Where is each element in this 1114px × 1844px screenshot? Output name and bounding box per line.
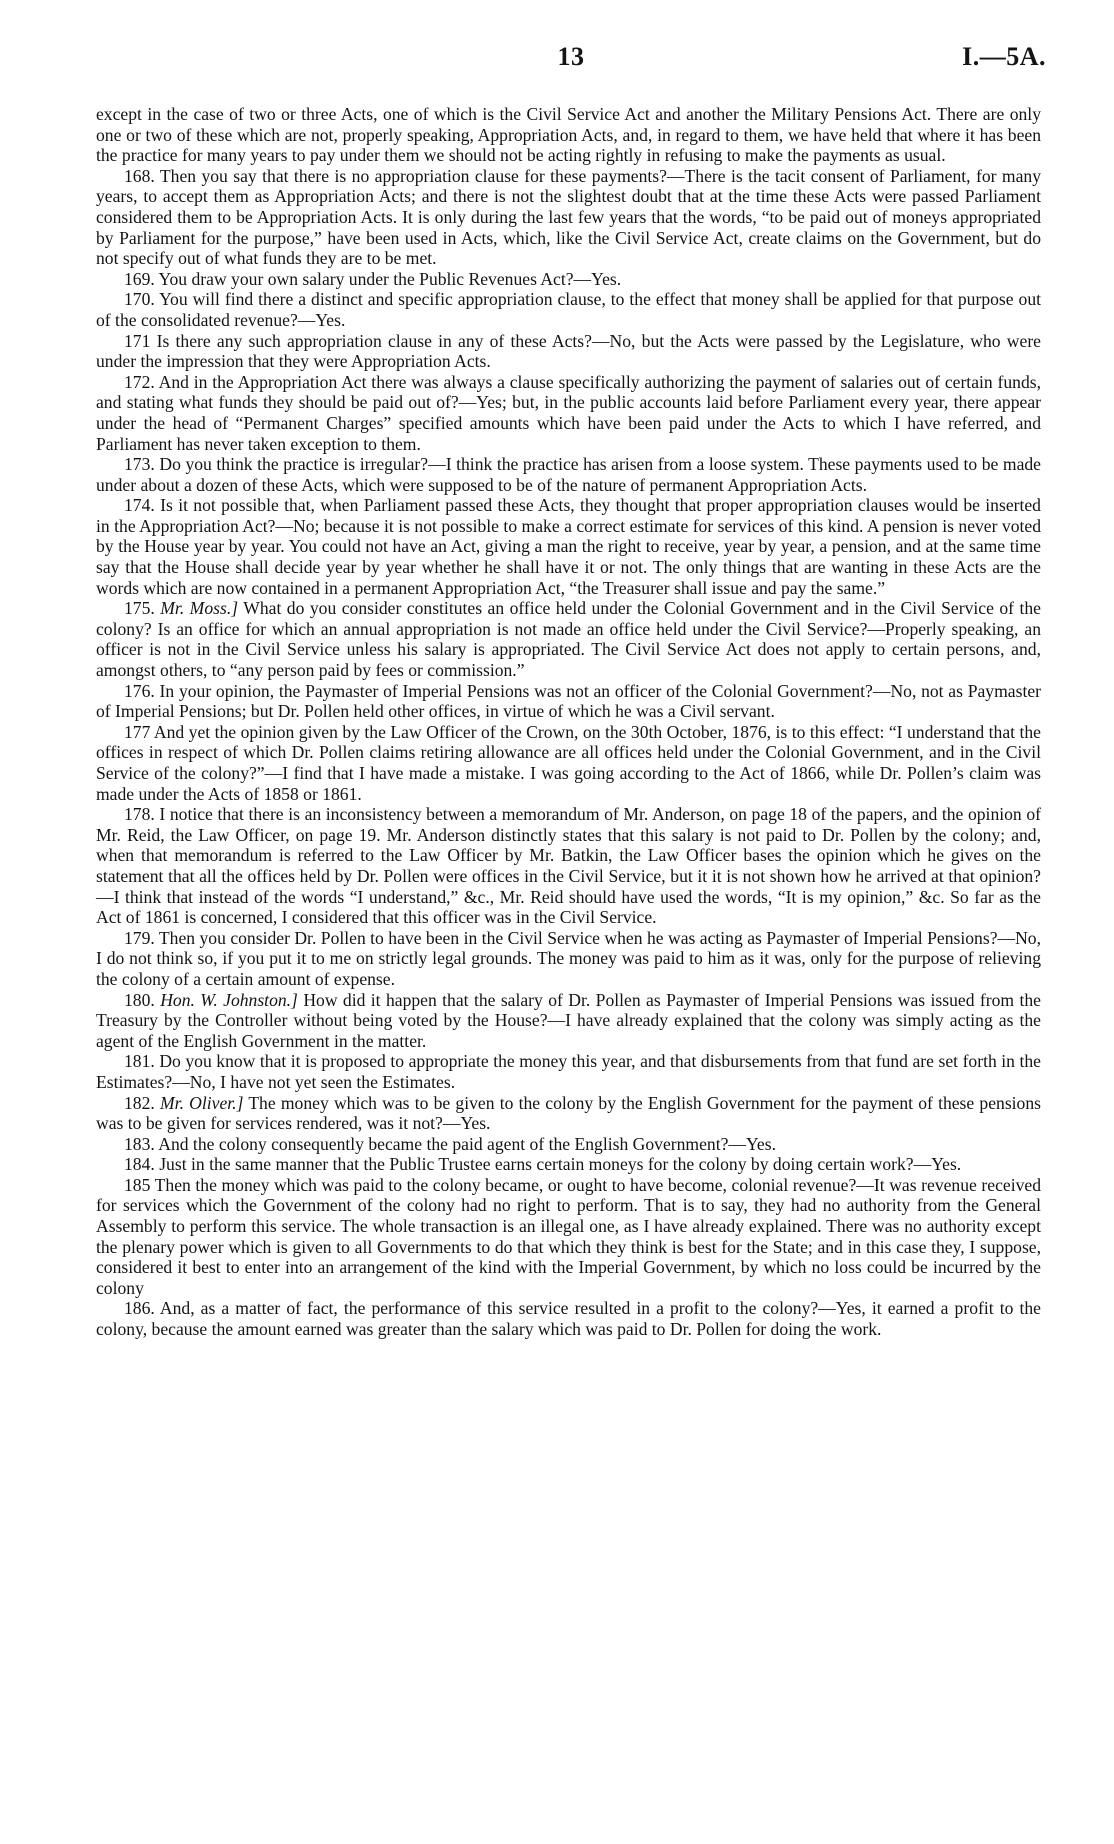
question-number: 180. [124,989,155,1010]
question-paragraph [96,495,1041,598]
paragraph-text: Do you think the practice is irregular?—I think the practice has arisen from a loose system. These payments used to be made under about a dozen of these Acts, which were supposed to be of the nature of permanent Appropriation Acts. [96,454,1041,495]
question-paragraph [96,990,1041,1052]
paragraph-text: Then you consider Dr. Pollen to have been in the Civil Service when he was acting as Paymaster of Imperial Pensions?—No, I do not think so, if you put it to me on strictly legal grounds. The money was paid to him as it was, only for the purpose of relieving the colony of a certain amount of expense. [96,927,1041,989]
paragraph-text: Then the money which was paid to the colony became, or ought to have become, colonial revenue?—It was revenue received for services which the Government of the colony had no right to perform. That is to say, they had no authority from the General Assembly to perform this service. The whole transaction is an illegal one, as I have already explained. There was no authority except the plenary power which is given to all Governments to do that which they think is best for the State; and in this case they, I suppose, considered it best to enter into an arrangement of the kind with the Imperial Government, by which no loss could be incurred by the colony [96,1174,1041,1298]
paragraph-text: Is there any such appropriation clause in any of these Acts?—No, but the Acts were passed by the Legislature, who were under the impression that they were Appropriation Acts. [96,330,1041,372]
question-number: 184. [124,1154,155,1175]
question-number: 178. [124,804,155,825]
paragraph-text: What do you consider constitutes an office held under the Colonial Government and in the Civil Service of the colony? Is an office for which an annual appropriation is not made an office held under the Civil Service?—Properly speaking, an officer is not in the Civil Service unless his salary is appropriated. The Civil Service Act does not apply to certain persons, and, amongst others, to “any person paid by fees or commission.” [96,598,1041,681]
body-text [96,104,1041,1340]
paragraph-text: except in the case of two or three Acts, one of which is the Civil Service Act and another the Military Pensions Act. There are only one or two of these which are not, properly speaking, Appropriation Acts, and, in regard to them, we have held that where it has been the practice for many years to pay under them we should not be acting rightly in refusing to make the payments as usual. [96,104,1041,166]
question-paragraph [96,289,1041,330]
question-number: 177 [124,721,151,742]
page-number: 13 [557,42,585,71]
paragraph-text: The money which was to be given to the colony by the English Government for the payment of these pensions was to be given for services rendered, was it not?—Yes. [96,1092,1042,1134]
question-paragraph [96,1134,1041,1155]
question-number: 183. [124,1133,155,1154]
paragraph-text: Just in the same manner that the Public Trustee earns certain moneys for the colony by doing certain work?—Yes. [159,1154,962,1175]
question-number: 179. [124,927,155,948]
paragraph-text: And yet the opinion given by the Law Officer of the Crown, on the 30th October, 1876, is to this effect: “I understand that the offices in respect of which Dr. Pollen claims retiring allowance are all offices held under the Colonial Government, and in the Civil Service of the colony?”—I find that I have made a mistake. I was going according to the Act of 1866, while Dr. Pollen’s claim was made under the Acts of 1858 or 1861. [96,721,1041,804]
paragraph-text: And, as a matter of fact, the performance of this service resulted in a profit to the colony?—Yes, it earned a profit to the colony, because the amount earned was greater than the salary which was paid to Dr. Pollen for doing the work. [96,1298,1041,1340]
question-paragraph [96,928,1041,990]
question-number: 172. [124,371,155,392]
question-paragraph [96,1154,1041,1175]
question-paragraph [96,1051,1041,1092]
question-number: 174. [124,495,155,516]
question-paragraph [96,454,1041,495]
question-paragraph [96,804,1041,928]
question-number: 169. [124,268,155,289]
paragraph-text: How did it happen that the salary of Dr. Pollen as Paymaster of Imperial Pensions was issued from the Treasury by the Controller without being voted by the House?—I have already explained that the colony was simply acting as the agent of the English Government in the matter. [96,989,1041,1051]
continued-paragraph [96,104,1041,166]
speaker-name: Mr. Oliver.] [160,1092,244,1113]
speaker-name: Mr. Moss.] [160,598,239,619]
question-number: 168. [124,165,155,186]
paragraph-text: You will find there a distinct and specific appropriation clause, to the effect that money shall be applied for that purpose out of the consolidated revenue?—Yes. [96,289,1041,330]
paragraph-text: And in the Appropriation Act there was always a clause specifically authorizing the payment of salaries out of certain funds, and stating what funds they should be paid out of?—Yes; but, in the public accounts laid before Parliament every year, there appear under the head of “Permanent Charges” specified amounts which have been paid under the Acts to which I have referred, and Parliament has never taken exception to them. [96,371,1041,454]
question-paragraph [96,166,1041,269]
paragraph-text: And the colony consequently became the paid agent of the English Government?—Yes. [158,1133,776,1154]
question-number: 182. [124,1092,155,1113]
question-number: 176. [124,680,155,701]
question-paragraph [96,372,1041,454]
question-number: 171 [124,330,151,351]
question-number: 175. [124,598,155,619]
question-number: 185 [124,1174,151,1195]
question-paragraph [96,1298,1041,1339]
paragraph-text: In your opinion, the Paymaster of Imperial Pensions was not an officer of the Colonial Government?—No, not as Paymaster of Imperial Pensions; but Dr. Pollen held other offices, in virtue of which he was a Civil servant. [96,680,1041,722]
paragraph-text: Then you say that there is no appropriation clause for these payments?—There is the tacit consent of Parliament, for many years, to accept them as Appropriation Acts; and there is not the slightest doubt that at the time these Acts were passed Parliament considered them to be Appropriation Acts. It is only during the last few years that the words, “to be paid out of moneys appropriated by Parliament for the purpose,” have been used in Acts, which, like the Civil Service Act, create claims on the Government, but do not specify out of what funds they are to be met. [96,165,1041,269]
speaker-name: Hon. W. Johnston.] [160,989,298,1010]
question-number: 173. [124,454,155,475]
question-number: 170. [124,289,155,310]
question-paragraph [96,1175,1041,1299]
question-paragraph [96,598,1041,680]
paragraph-text: You draw your own salary under the Public Revenues Act?—Yes. [158,268,622,289]
question-number: 186. [124,1298,155,1319]
question-paragraph [96,269,1041,290]
question-paragraph [96,1093,1041,1134]
question-paragraph [96,331,1041,372]
question-number: 181. [124,1051,155,1072]
paragraph-text: Is it not possible that, when Parliament passed these Acts, they thought that proper appropriation clauses would be inserted in the Appropriation Act?—No; because it is not possible to make a correct estimate for services of this kind. A pension is never voted by the House year by year. You could not have an Act, giving a man the right to receive, year by year, a pension, and at the same time say that the House shall decide year by year whether he shall have it or not. The only things that are wanting in these Acts are the words which are now contained in a permanent Appropriation Act, “the Treasurer shall issue and pay the same.” [96,495,1041,598]
question-paragraph [96,681,1041,722]
paragraph-text: Do you know that it is proposed to appropriate the money this year, and that disbursements from that fund are set forth in the Estimates?—No, I have not yet seen the Estimates. [96,1051,1041,1092]
question-paragraph [96,722,1041,804]
paragraph-text: I notice that there is an inconsistency between a memorandum of Mr. Anderson, on page 18 of the papers, and the opinion of Mr. Reid, the Law Officer, on page 19. Mr. Anderson distinctly states that this salary is not paid to Dr. Pollen by the colony; and, when that memorandum is referred to the Law Officer by Mr. Batkin, the Law Officer bases the opinion which he gives on the statement that all the offices held by Dr. Pollen were offices in the Civil Service, but it it is not shown how he arrived at that opinion?—I think that instead of the words “I understand,” &c., Mr. Reid should have used the words, “It is my opinion,” &c. So far as the Act of 1861 is concerned, I considered that this officer was in the Civil Service. [96,804,1041,928]
page-header [96,42,1046,82]
document-reference: I.—5A. [962,42,1046,71]
